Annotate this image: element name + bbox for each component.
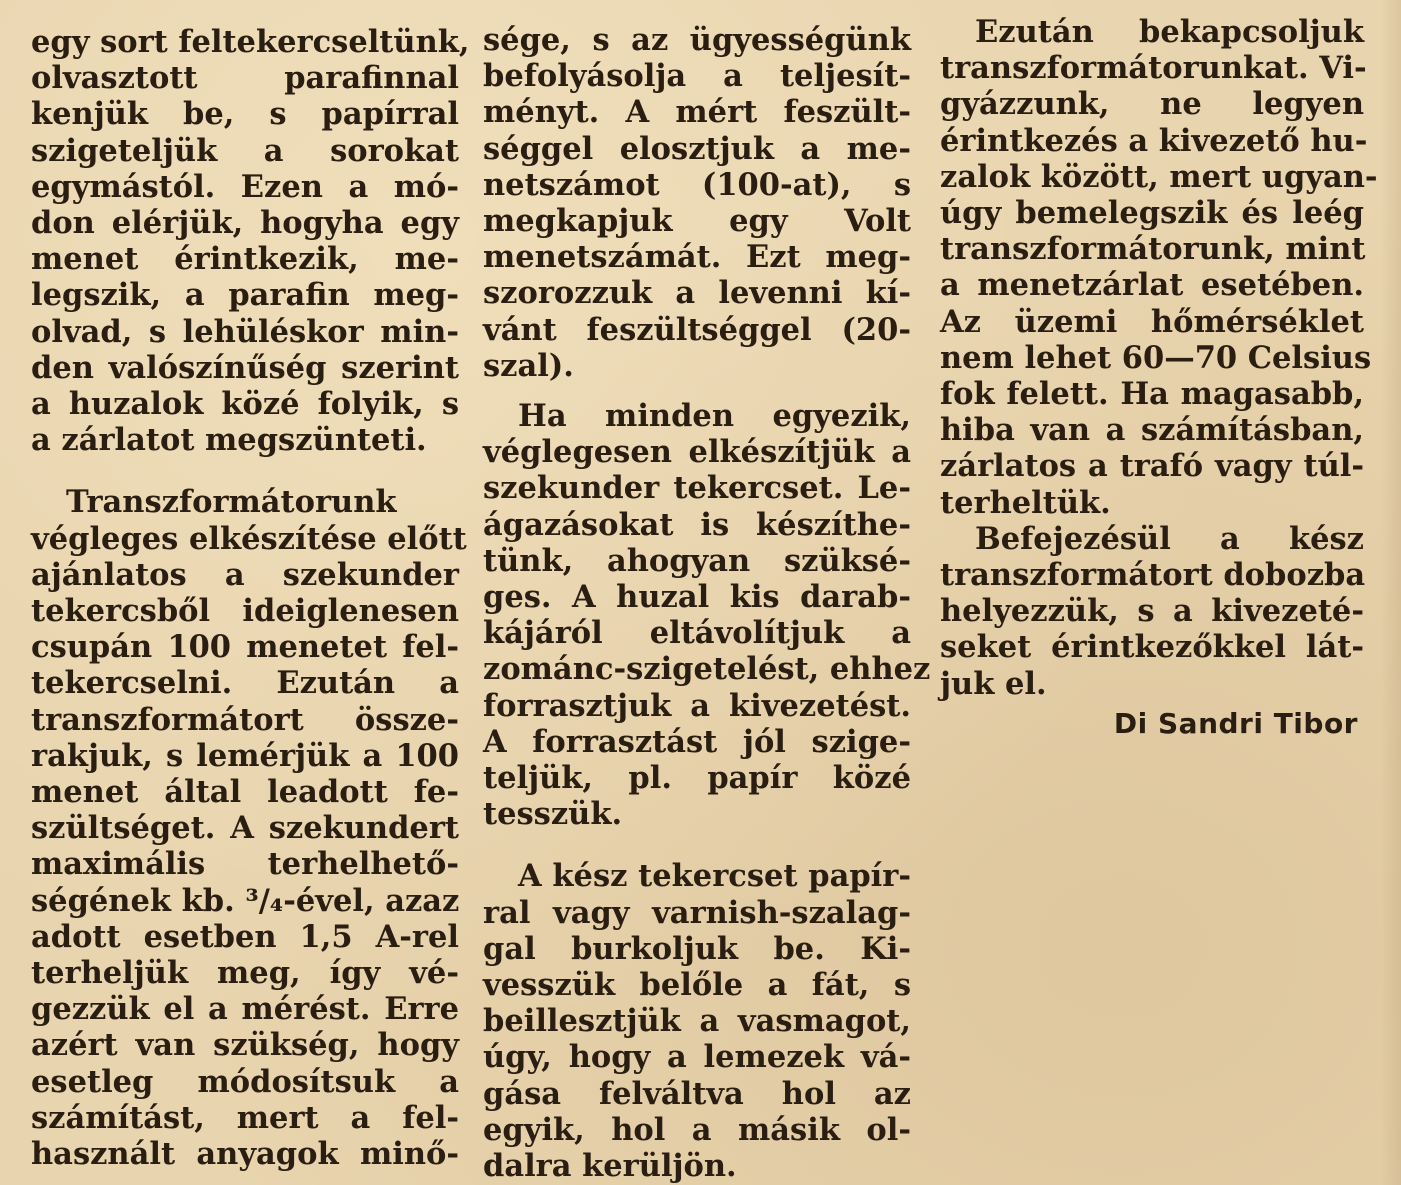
paragraph (483, 398, 931, 833)
text-line: transzformátort dobozba (940, 557, 1366, 594)
text-line: tesszük. (483, 796, 623, 833)
text-line: szorozzuk a levenni kí- (483, 275, 911, 312)
text-line: ségének kb. ³/₄-ével, azaz (31, 882, 460, 919)
text-line: csupán 100 menetet fel- (31, 629, 459, 666)
text-line: nem lehet 60—70 Celsius (940, 339, 1372, 376)
text-line: sége, s az ügyességünk (483, 22, 911, 58)
article-column-1 (31, 24, 470, 1173)
text-line: helyezzük, s a kivezeté- (940, 593, 1364, 630)
text-line: kájáról eltávolítjuk a (483, 615, 911, 652)
paragraph (31, 24, 470, 459)
text-line: ágazásokat is készíthe- (483, 506, 911, 543)
text-line: séggel elosztjuk a me- (483, 130, 911, 167)
text-line: teljük, pl. papír közé (483, 760, 911, 797)
text-line: adott esetben 1,5 A-rel (31, 918, 459, 955)
paper-edge (1381, 0, 1401, 1185)
text-line: esetleg módosítsuk a (31, 1063, 459, 1100)
article-column-2 (483, 22, 931, 1185)
text-line: használt anyagok minő- (31, 1136, 459, 1173)
paragraph (940, 14, 1378, 521)
text-line: vesszük belőle a fát, s (483, 967, 911, 1004)
text-line: Befejezésül a kész (975, 520, 1364, 557)
text-line: transzformátort össze- (31, 701, 459, 738)
text-line: A forrasztást jól szige- (483, 723, 911, 760)
text-line: ges. A huzal kis darab- (483, 579, 911, 616)
text-line: szigeteljük a sorokat (31, 132, 459, 169)
text-line: a huzalok közé folyik, s (31, 386, 459, 423)
paragraph (483, 858, 911, 1184)
text-line: befolyásolja a teljesít- (483, 58, 911, 95)
text-line: legszik, a parafin meg- (31, 277, 459, 314)
text-line: gezzük el a mérést. Erre (31, 991, 459, 1028)
text-line: véglegesen elkészítjük a (483, 434, 911, 471)
text-line: ményt. A mért feszült- (483, 94, 911, 131)
text-line: számítást, mert a fel- (31, 1099, 459, 1136)
text-line: tekercsből ideiglenesen (31, 593, 459, 630)
text-line: szal). (483, 347, 574, 384)
text-line: egymástól. Ezen a mó- (31, 168, 459, 205)
text-line: netszámot (100-at), s (483, 166, 911, 203)
text-line: maximális terhelhető- (31, 846, 459, 883)
text-line: vánt feszültséggel (20- (483, 311, 911, 348)
paragraph (940, 521, 1364, 702)
text-line: menet érintkezik, me- (31, 241, 459, 278)
text-line: terheltük. (940, 484, 1111, 521)
text-line: a zárlatot megszünteti. (31, 422, 427, 459)
text-line: azért van szükség, hogy (31, 1027, 459, 1064)
text-line: gyázzunk, ne legyen (940, 86, 1364, 123)
text-line: rakjuk, s lemérjük a 100 (31, 737, 459, 774)
text-line: beillesztjük a vasmagot, (483, 1003, 911, 1040)
author-signature: Di Sandri Tibor (1113, 706, 1358, 740)
text-line: transzformátorunk, mint (940, 231, 1366, 268)
paragraph (483, 22, 911, 384)
text-line: gal burkoljuk be. Ki- (483, 930, 911, 967)
text-line: érintkezés a kivezető hu- (940, 122, 1368, 159)
text-line: szültséget. A szekundert (31, 810, 459, 847)
text-line: fok felett. Ha magasabb, (940, 376, 1364, 413)
text-line: a menetzárlat esetében. (940, 267, 1364, 304)
text-line: terheljük meg, így vé- (31, 955, 459, 992)
text-line: A kész tekercset papír- (518, 858, 911, 895)
text-line: Ezután bekapcsoljuk (975, 14, 1364, 50)
text-line: olvasztott parafinnal (31, 60, 459, 97)
text-line: egyik, hol a másik ol- (483, 1111, 911, 1148)
text-line: Ha minden egyezik, (518, 398, 911, 435)
text-line: úgy bemelegszik és leég (940, 195, 1364, 232)
text-line: úgy, hogy a lemezek vá- (483, 1039, 911, 1076)
text-line: zalok között, mert ugyan- (940, 158, 1378, 195)
text-line: zárlatos a trafó vagy túl- (940, 448, 1364, 485)
text-line: don elérjük, hogyha egy (31, 205, 459, 242)
text-line: transzformátorunkat. Vi- (940, 50, 1367, 87)
text-line: menetszámát. Ezt meg- (483, 239, 911, 276)
text-line: gása felváltva hol az (483, 1075, 911, 1112)
text-line: kenjük be, s papírral (31, 96, 459, 133)
text-line: den valószínűség szerint (31, 349, 459, 386)
paragraph (31, 484, 467, 1173)
text-line: végleges elkészítése előtt (31, 520, 467, 557)
text-line: ral vagy varnish-szalag- (483, 894, 911, 931)
text-line: juk el. (940, 665, 1047, 702)
text-line: dalra kerüljön. (483, 1148, 737, 1185)
text-line: olvad, s lehüléskor min- (31, 313, 459, 350)
text-line: Transzformátorunk (66, 484, 397, 521)
article-column-3 (940, 14, 1378, 742)
text-line: Az üzemi hőmérséklet (940, 303, 1364, 340)
text-line: zománc-szigetelést, ehhez (483, 651, 931, 688)
text-line: egy sort feltekercseltünk, (31, 24, 470, 60)
text-line: hiba van a számításban, (940, 412, 1364, 449)
text-line: tünk, ahogyan szüksé- (483, 542, 911, 579)
text-line: szekunder tekercset. Le- (483, 470, 911, 507)
text-line: ajánlatos a szekunder (31, 556, 459, 593)
text-line: forrasztjuk a kivezetést. (483, 687, 911, 724)
text-line: tekercselni. Ezután a (31, 665, 459, 702)
text-line: seket érintkezőkkel lát- (940, 629, 1364, 666)
text-line: megkapjuk egy Volt (483, 203, 911, 240)
text-line: menet által leadott fe- (31, 774, 459, 811)
